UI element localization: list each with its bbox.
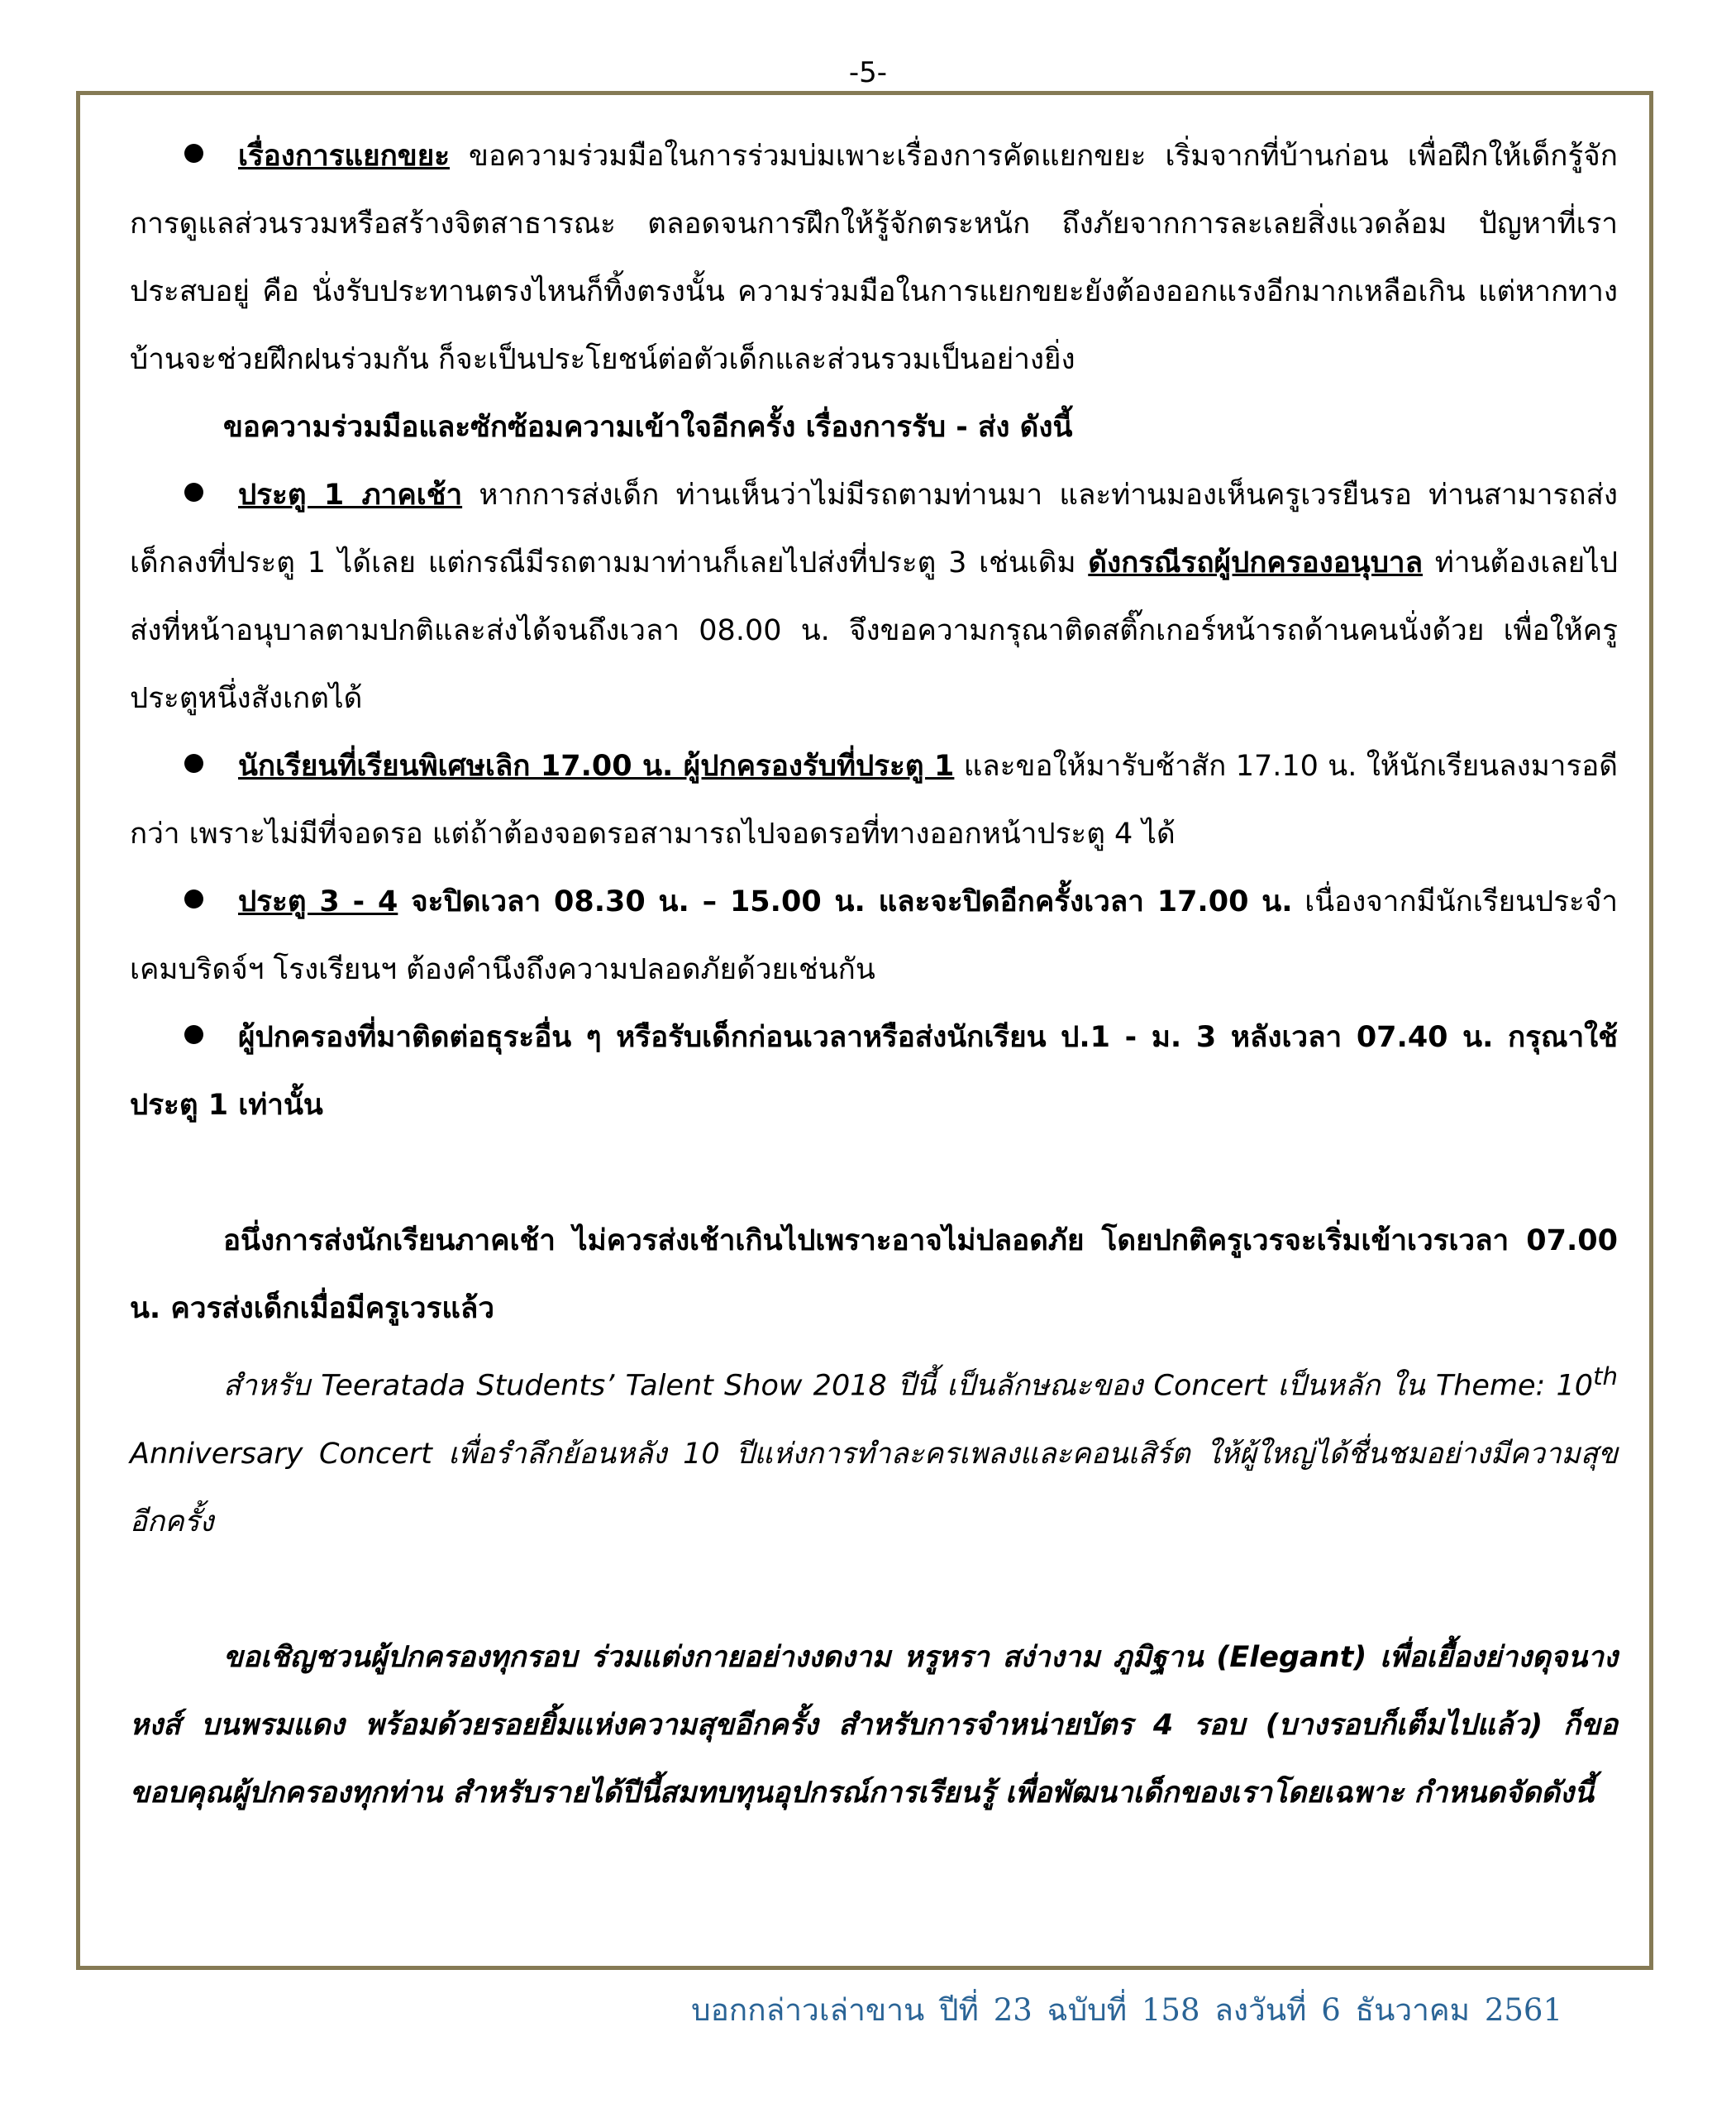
waste-sorting-paragraph [130, 122, 1618, 393]
special-class-pickup-text: และขอให้มารับช้าสัก 17.10 น. ให้นักเรียนลงมารอดีกว่า เพราะไม่มีที่จอดรอ แต่ถ้าต้องจอดรอสามารถไปจอดรอที่ทางออกหน้าประตู 4 ได้ [130, 750, 1618, 851]
bullet-icon [184, 483, 203, 502]
talent-show-text-cont: Anniversary Concert เพื่อรำลึกย้อนหลัง 10 ปีแห่งการทำละครเพลงและคอนเสิร์ต ให้ผู้ใหญ่ได้ชื่นชมอย่างมีความสุขอีกครั้ง [130, 1437, 1618, 1538]
bullet-icon [184, 144, 203, 163]
newsletter-body [130, 122, 1618, 1827]
gate1-morning-paragraph [130, 461, 1618, 732]
gate3-4-heading: ประตู 3 - 4 [238, 885, 398, 918]
gate3-4-paragraph [130, 868, 1618, 1004]
bullet-icon [184, 754, 203, 773]
page-number: -5- [848, 56, 888, 89]
gate1-morning-heading: ประตู 1 ภาคเช้า [238, 479, 463, 512]
morning-dropoff-note: อนึ่งการส่งนักเรียนภาคเช้า ไม่ควรส่งเช้าเกินไปเพราะอาจไม่ปลอดภัย โดยปกติครูเวรจะเริ่มเข้าเวรเวลา 07.00 น. ควรส่งเด็กเมื่อมีครูเวรแล้ว [130, 1224, 1618, 1325]
gate1-morning-text-cont: ท่านต้องเลยไปส่งที่หน้าอนุบาลตามปกติและส่งได้จนถึงเวลา 08.00 น. จึงขอความกรุณาติดสติ๊กเกอร์หน้ารถด้านคนนั่งด้วย เพื่อให้ครูประตูหนึ่งสังเกตได้ [130, 546, 1618, 715]
newsletter-footer: บอกกล่าวเล่าขาน ปีที่ 23 ฉบับที่ 158 ลงวันที่ 6 ธันวาคม 2561 [691, 1992, 1562, 2028]
ordinal-suffix: th [1593, 1362, 1618, 1390]
talent-show-paragraph [130, 1343, 1618, 1556]
kindergarten-car-note: ดังกรณีรถผู้ปกครองอนุบาล [1088, 546, 1424, 579]
talent-show-text: สำหรับ Teeratada Students’ Talent Show 2018 ปีนี้ เป็นลักษณะของ Concert เป็นหลัก ใน Theme: 10 [223, 1369, 1594, 1403]
special-class-pickup-heading: นักเรียนที่เรียนพิเศษเลิก 17.00 น. ผู้ปกครองรับที่ประตู 1 [238, 750, 955, 783]
other-business-text: ผู้ปกครองที่มาติดต่อธุระอื่น ๆ หรือรับเด็กก่อนเวลาหรือส่งนักเรียน ป.1 - ม. 3 หลังเวลา 07.40 น. กรุณาใช้ประตู 1 เท่านั้น [130, 1021, 1618, 1122]
bullet-icon [184, 889, 203, 909]
waste-sorting-text: ขอความร่วมมือในการร่วมบ่มเพาะเรื่องการคัดแยกขยะ เริ่มจากที่บ้านก่อน เพื่อฝึกให้เด็กรู้จักการดูแลส่วนรวมหรือสร้างจิตสาธารณะ ตลอดจนการฝึกให้รู้จักตระหนัก ถึงภัยจากการละเลยสิ่งแวดล้อม ปัญหาที่เราประสบอยู่ คือ นั่งรับประทานตรงไหนก็ทิ้งตรงนั้น ความร่วมมือในการแยกขยะยังต้องออกแรงอีกมากเหลือเกิน แต่หากทางบ้านจะช่วยฝึกฝนร่วมกัน ก็จะเป็นประโยชน์ต่อตัวเด็กและส่วนรวมเป็นอย่างยิ่ง [130, 140, 1618, 376]
gate3-4-hours: จะปิดเวลา 08.30 น. – 15.00 น. และจะปิดอีกครั้งเวลา 17.00 น. [398, 885, 1293, 918]
gate3-4-text: เนื่องจากมีนักเรียนประจำเคมบริดจ์ฯ โรงเรียนฯ ต้องคำนึงถึงความปลอดภัยด้วยเช่นกัน [130, 885, 1618, 986]
other-business-paragraph [130, 1004, 1618, 1139]
special-class-pickup-paragraph [130, 732, 1618, 868]
pickup-dropoff-intro: ขอความร่วมมือและซักซ้อมความเข้าใจอีกครั้ง เรื่องการรับ - ส่ง ดังนี้ [223, 411, 1073, 444]
bullet-icon [184, 1025, 203, 1044]
waste-sorting-heading: เรื่องการแยกขยะ [238, 140, 451, 173]
dress-code-invitation: ขอเชิญชวนผู้ปกครองทุกรอบ ร่วมแต่งกายอย่างงดงาม หรูหรา สง่างาม ภูมิฐาน (Elegant) เพื่อเยื้องย่างดุจนางหงส์ บนพรมแดง พร้อมด้วยรอยยิ้มแห่งความสุขอีกครั้ง สำหรับการจำหน่ายบัตร 4 รอบ (บางรอบก็เต็มไปแล้ว) ก็ขอขอบคุณผู้ปกครองทุกท่าน สำหรับรายได้ปีนี้สมทบทุนอุปกรณ์การเรียนรู้ เพื่อพัฒนาเด็กของเราโดยเฉพาะ กำหนดจัดดังนี้ [130, 1640, 1618, 1810]
gate1-morning-text: หากการส่งเด็ก ท่านเห็นว่าไม่มีรถตามท่านมา และท่านมองเห็นครูเวรยืนรอ ท่านสามารถส่งเด็กลงที่ประตู 1 ได้เลย แต่กรณีมีรถตามมาท่านก็เลยไปส่งที่ประตู 3 เช่นเดิม [130, 479, 1618, 579]
